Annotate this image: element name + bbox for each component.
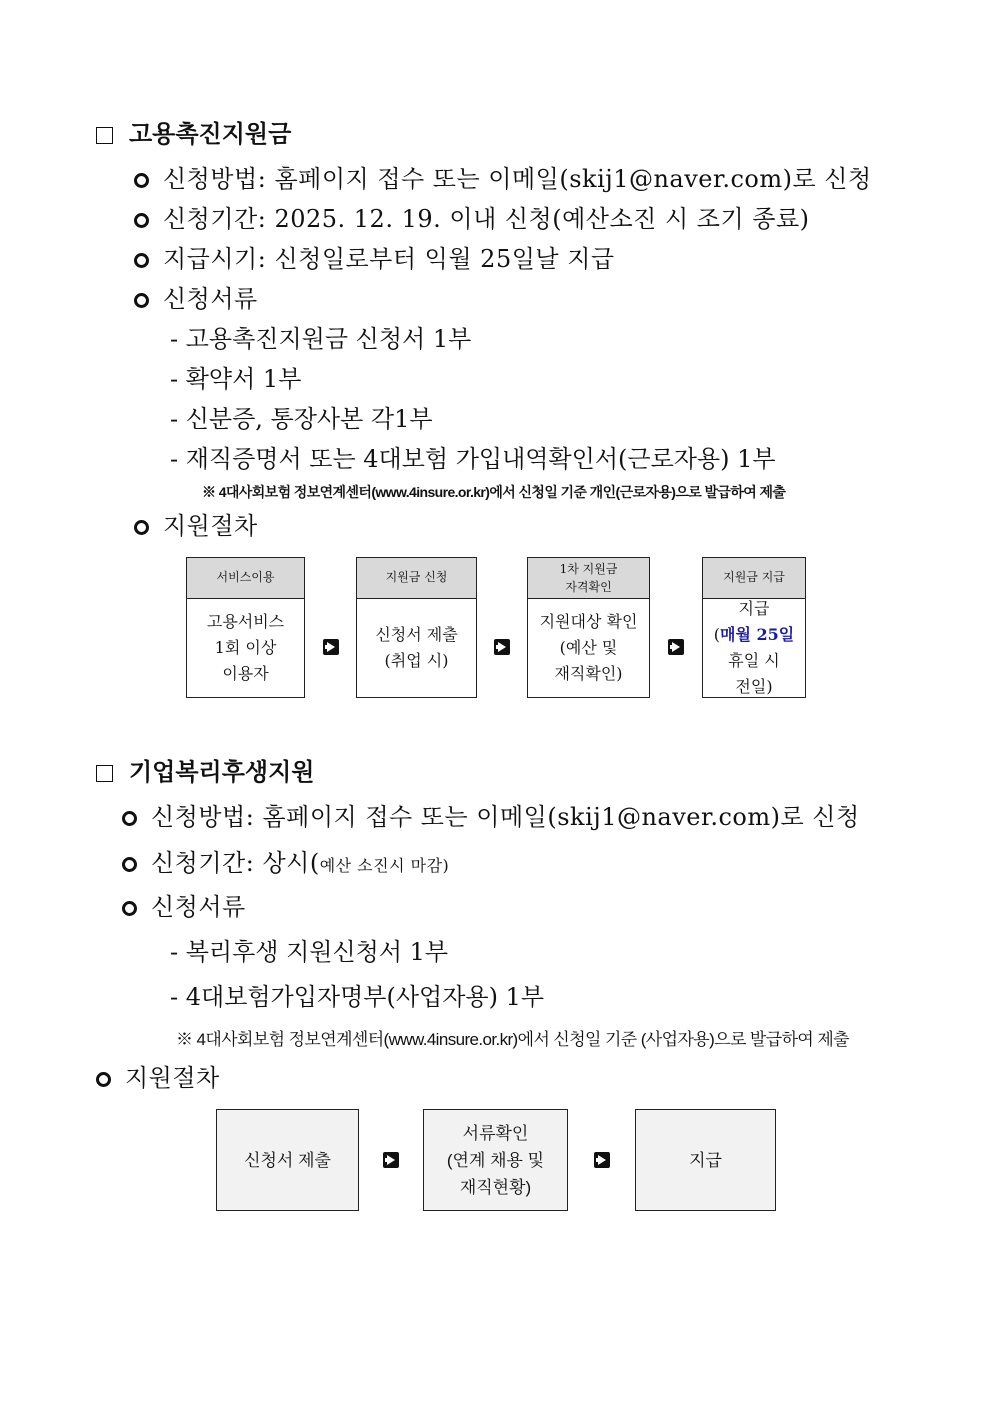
flow1-step-body: 고용서비스 1회 이상 이용자 <box>206 612 285 683</box>
section2-doc-1: - 복리후생 지원신청서 1부 <box>170 938 449 966</box>
flow1-step-head: 1차 지원금 자격확인 <box>528 558 649 599</box>
section2-note: ※ 4대사회보험 정보연계센터(www.4insure.or.kr)에서 신청일 기준 (사업자용)으로 발급하여 제출 <box>176 1030 849 1049</box>
arrow-right-icon <box>494 639 510 655</box>
section1-doc-1: - 고용촉진지원금 신청서 1부 <box>170 325 472 353</box>
bullet-circle-icon <box>134 213 149 228</box>
bullet-circle-icon <box>122 857 137 872</box>
section1-item-payment: 지급시기: 신청일로부터 익월 25일날 지급 <box>134 239 615 274</box>
flow1-step-check <box>527 557 650 698</box>
flow1-step-body: 신청서 제출 (취업 시) <box>375 625 458 670</box>
arrow-right-icon <box>323 639 339 655</box>
section1-doc-4: - 재직증명서 또는 4대보험 가입내역확인서(근로자용) 1부 <box>170 445 776 473</box>
flow1-step-head: 지원금 신청 <box>357 558 476 599</box>
section1-title: 고용촉진지원금 <box>96 114 291 149</box>
arrow-right-icon <box>594 1152 610 1168</box>
section1-note: ※ 4대사회보험 정보연계센터(www.4insure.or.kr)에서 신청일 기준 개인(근로자용)으로 발급하여 제출 <box>202 484 786 500</box>
checkbox-square-icon <box>96 127 113 144</box>
flow1-step-body: 지원대상 확인 (예산 및 재직확인) <box>539 612 638 683</box>
flow1-step-pay <box>702 557 806 698</box>
section2-item-method: 신청방법: 홈페이지 접수 또는 이메일(skij1@naver.com)로 신청 <box>122 797 860 832</box>
flow1-step-head: 서비스이용 <box>187 558 304 599</box>
section1-doc-2: - 확약서 1부 <box>170 365 302 393</box>
flow1-step-apply <box>356 557 477 698</box>
section1-procedure-label: 지원절차 <box>134 506 258 541</box>
flow2-step-pay: 지급 <box>635 1109 776 1211</box>
bullet-circle-icon <box>134 293 149 308</box>
section2-item-documents: 신청서류 <box>122 887 246 922</box>
flow2-step-review: 서류확인 (연계 채용 및 재직현황) <box>423 1109 568 1211</box>
bullet-circle-icon <box>134 520 149 535</box>
section1-item-documents: 신청서류 <box>134 279 258 314</box>
bullet-circle-icon <box>134 253 149 268</box>
flow2-step-submit: 신청서 제출 <box>216 1109 359 1211</box>
flow1-step-body: 지급 (매월 25일 휴일 시 전일) <box>713 599 795 696</box>
flow1-step-service <box>186 557 305 698</box>
payment-day-highlight: 매월 25일 <box>720 625 795 644</box>
arrow-right-icon <box>383 1152 399 1168</box>
bullet-circle-icon <box>122 811 137 826</box>
checkbox-square-icon <box>96 765 113 782</box>
arrow-right-icon <box>668 639 684 655</box>
bullet-circle-icon <box>96 1072 111 1087</box>
section1-item-period: 신청기간: 2025. 12. 19. 이내 신청(예산소진 시 조기 종료) <box>134 199 810 234</box>
flow1-step-head: 지원금 지급 <box>703 558 805 599</box>
section1-item-method: 신청방법: 홈페이지 접수 또는 이메일(skij1@naver.com)로 신청 <box>134 159 872 194</box>
bullet-circle-icon <box>134 173 149 188</box>
section2-item-period: 신청기간: 상시(예산 소진시 마감) <box>122 843 449 878</box>
section2-title: 기업복리후생지원 <box>96 752 314 787</box>
section2-doc-2: - 4대보험가입자명부(사업자용) 1부 <box>170 983 545 1011</box>
section2-procedure-label: 지원절차 <box>96 1058 220 1093</box>
bullet-circle-icon <box>122 901 137 916</box>
section1-doc-3: - 신분증, 통장사본 각1부 <box>170 405 433 433</box>
